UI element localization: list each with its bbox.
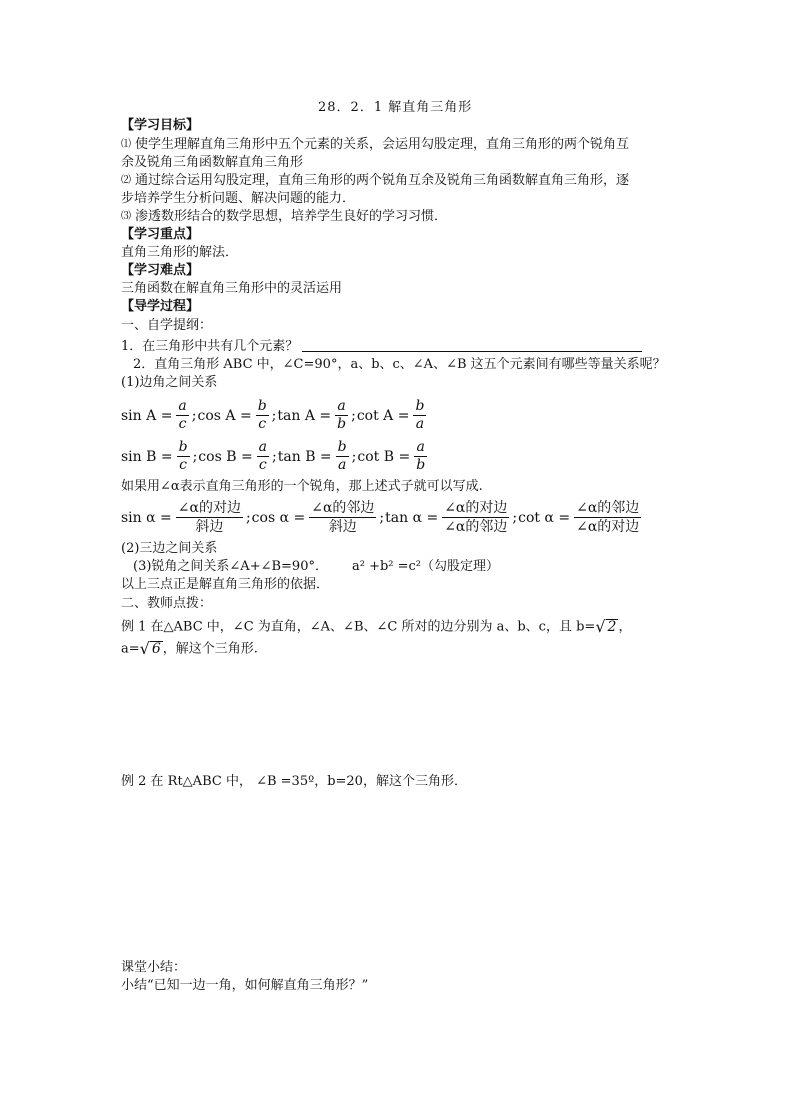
goal-1-number: ⑴ [121, 139, 131, 150]
formula-separator: ; [271, 407, 277, 424]
goal-1-text: 使学生理解直角三角形中五个元素的关系，会运用勾股定理，直角三角形的两个锐角互 [135, 137, 630, 152]
key-point-heading: 【学习重点】 [121, 227, 200, 242]
fraction-numerator: ∠α的邻边 [576, 500, 640, 516]
formula-function: sin B = [121, 448, 173, 465]
question-2-part-3 [133, 559, 499, 575]
fraction-denominator: c [179, 457, 188, 473]
formula-function: tan B = [277, 448, 332, 465]
formula-function: sin A = [121, 407, 173, 424]
fraction-denominator: 斜边 [328, 519, 357, 535]
fraction-denominator: a [337, 457, 347, 473]
pythagorean-relation: a² +b² =c²（勾股定理） [351, 559, 500, 574]
formula-fraction [335, 398, 348, 433]
summary-text: 小结“已知一边一角，如何解直角三角形？” [121, 978, 369, 993]
example-1-line-1 [121, 619, 631, 636]
formula-separator: ; [272, 448, 277, 465]
goal-2-text: 通过综合运用勾股定理，直角三角形的两个锐角互余及锐角三角函数解直角三角形，逐 [135, 173, 630, 188]
fraction-numerator: b [337, 439, 347, 455]
example-1-a-label: a= [121, 641, 140, 657]
fraction-numerator: a [416, 439, 425, 455]
formula-function: cos A = [197, 407, 252, 424]
outline-heading: 一、自学提纲： [121, 318, 213, 333]
basis-statement: 以上三点正是解直角三角形的依据． [121, 577, 330, 592]
fraction-numerator: b [415, 398, 425, 414]
formula-fraction [414, 439, 427, 474]
goal-2-line-2: 步培养学生分析问题、解决问题的能力． [121, 191, 356, 206]
summary-heading: 课堂小结： [121, 960, 187, 975]
process-heading: 【导学过程】 [121, 299, 200, 314]
teacher-heading: 二、教师点拨： [121, 596, 213, 611]
formula-function: sin α = [121, 509, 172, 526]
formula-separator: ; [512, 509, 518, 526]
fraction-denominator: c [258, 457, 267, 473]
formula-fraction [176, 398, 188, 433]
formula-row-angle-a [121, 398, 428, 433]
formula-function: cos α = [251, 509, 306, 526]
answer-blank-line [302, 338, 642, 352]
formula-fraction [176, 499, 243, 536]
formula-function: cos B = [198, 448, 253, 465]
difficulty-text: 三角函数在解直角三角形中的灵活运用 [121, 281, 343, 296]
fraction-numerator: ∠α的邻边 [311, 500, 375, 516]
formula-separator: ; [351, 448, 357, 465]
formula-row-alpha [121, 499, 643, 536]
example-1-text: 例 1 在△ABC 中，∠C 为直角，∠A、∠B、∠C 所对的边分别为 a、b、c，且 b= [121, 619, 596, 635]
alpha-intro: 如果用∠α表示直角三角形的一个锐角，那上述式子就可以写成. [121, 479, 483, 494]
goal-3-number: ⑶ [121, 211, 131, 222]
goal-3-line [121, 209, 447, 225]
fraction-denominator: 斜边 [195, 519, 224, 535]
question-1 [121, 338, 642, 355]
formula-separator: ; [191, 407, 197, 424]
key-point-text: 直角三角形的解法． [121, 245, 239, 260]
formula-fraction [574, 499, 641, 536]
formula-function: tan A = [277, 407, 332, 424]
formula-separator: ; [245, 509, 251, 526]
formula-separator: ; [351, 407, 356, 424]
fraction-numerator: ∠α的对边 [444, 500, 508, 516]
question-2: 2．直角三角形 ABC 中，∠C=90°，a、b、c、∠A、∠B 这五个元素间有哪些等量关系呢？ [133, 357, 666, 372]
example-1-comma: ， [618, 619, 632, 635]
formula-fraction [257, 439, 269, 474]
formula-row-angle-b [121, 439, 429, 474]
fraction-numerator: a [178, 398, 187, 414]
formula-separator: ; [379, 509, 385, 526]
question-2-part-1: (1)边角之间关系 [121, 375, 218, 390]
goal-1-line-2: 余及锐角三角函数解直角三角形 [121, 155, 304, 170]
fraction-numerator: b [257, 398, 267, 414]
example-1-line-2 [121, 641, 258, 658]
fraction-numerator: a [258, 439, 268, 455]
fraction-numerator: a [337, 398, 346, 414]
goal-3-text: 渗透数形结合的数学思想，培养学生良好的学习习惯． [135, 209, 448, 224]
page-title: 28．2．1 解直角三角形 [318, 100, 473, 115]
goal-2-number: ⑵ [121, 175, 131, 186]
fraction-numerator: b [178, 439, 188, 455]
question-2-part-2: (2)三边之间关系 [121, 541, 218, 556]
sqrt-two: √ 2 [595, 617, 617, 636]
fraction-denominator: b [337, 416, 347, 432]
goal-2-line-1 [121, 173, 629, 189]
formula-fraction [309, 499, 376, 536]
question-1-text: 1．在三角形中共有几个元素？ [121, 339, 299, 354]
fraction-denominator: c [178, 416, 187, 432]
difficulty-heading: 【学习难点】 [121, 263, 200, 278]
fraction-denominator: b [416, 457, 426, 473]
goal-heading: 【学习目标】 [121, 118, 200, 133]
acute-angle-relation: (3)锐角之间关系∠A+∠B=90°． [133, 559, 328, 574]
formula-fraction [256, 398, 269, 433]
fraction-denominator: ∠α的对边 [576, 519, 640, 535]
fraction-denominator: ∠α的邻边 [444, 519, 508, 535]
formula-separator: ; [192, 448, 198, 465]
formula-function: cot B = [357, 448, 411, 465]
formula-function: cot A = [356, 407, 410, 424]
formula-fraction [413, 398, 426, 433]
formula-fraction [442, 499, 509, 536]
fraction-numerator: ∠α的对边 [177, 500, 241, 516]
example-1-end: ，解这个三角形. [162, 641, 258, 657]
formula-function: cot α = [518, 509, 571, 526]
sqrt-six: √ 6 [139, 639, 161, 658]
fraction-denominator: c [258, 416, 267, 432]
formula-fraction [177, 439, 190, 474]
fraction-denominator: a [415, 416, 425, 432]
formula-fraction [336, 439, 349, 474]
formula-function: tan α = [385, 509, 439, 526]
example-2: 例 2 在 Rt△ABC 中， ∠B =35º，b=20，解这个三角形． [121, 774, 467, 789]
goal-1-line-1 [121, 137, 629, 153]
